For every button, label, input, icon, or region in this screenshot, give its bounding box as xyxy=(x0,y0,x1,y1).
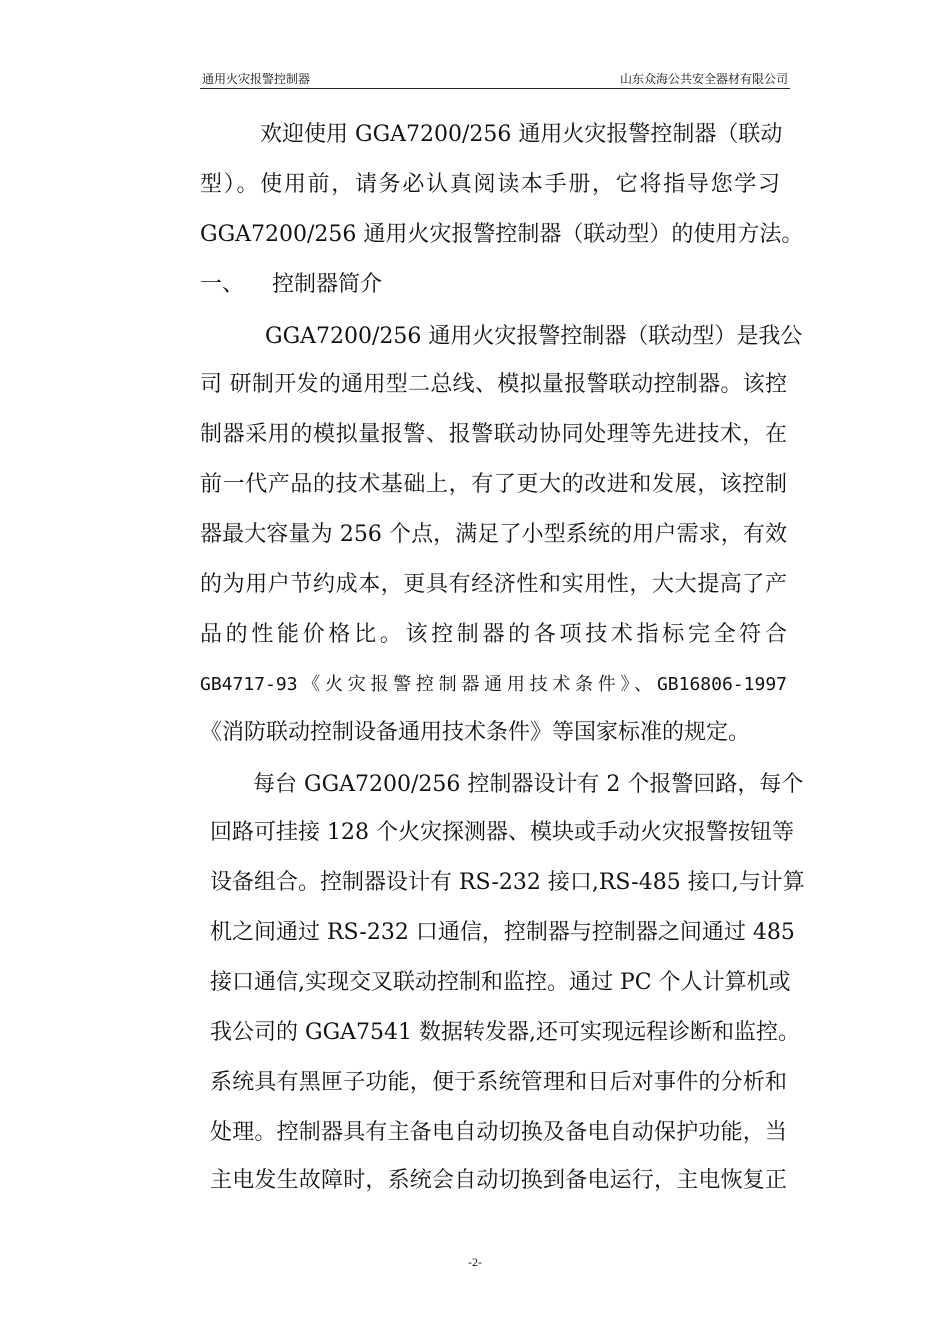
features-line: 机之间通过 RS-232 口通信，控制器与控制器之间通过 485 xyxy=(210,920,795,945)
intro-line: 品的性能价格比。该控制器的各项技术指标完全符合 xyxy=(200,622,787,647)
intro-line: GGA7200/256 通用火灾报警控制器（联动型）是我公 xyxy=(265,324,803,349)
welcome-line: 型）。使用前，请务必认真阅读本手册，它将指导您学习 xyxy=(200,172,780,197)
features-line: 系统具有黑匣子功能，便于系统管理和日后对事件的分析和 xyxy=(210,1070,787,1095)
intro-line: 器最大容量为 256 个点，满足了小型系统的用户需求，有效 xyxy=(200,522,787,547)
welcome-line: GGA7200/256 通用火灾报警控制器（联动型）的使用方法。 xyxy=(200,222,804,247)
header-company-name: 山东众海公共安全器材有限公司 xyxy=(619,72,788,86)
section-heading: 一、 控制器简介 xyxy=(200,272,382,297)
intro-line: 前一代产品的技术基础上，有了更大的改进和发展，该控制 xyxy=(200,472,787,497)
features-line: 我公司的 GGA7541 数据转发器,还可实现远程诊断和监控。 xyxy=(210,1020,801,1045)
running-header xyxy=(200,70,790,89)
intro-line: 司 研制开发的通用型二总线、模拟量报警联动控制器。该控 xyxy=(200,372,787,397)
intro-line: GB4717-93《火灾报警控制器通用技术条件》、GB16806-1997 xyxy=(200,674,787,695)
features-line: 每台 GGA7200/256 控制器设计有 2 个报警回路，每个 xyxy=(253,772,804,797)
intro-line: 的为用户节约成本，更具有经济性和实用性，大大提高了产 xyxy=(200,572,787,597)
welcome-line: 欢迎使用 GGA7200/256 通用火灾报警控制器（联动 xyxy=(260,122,783,147)
features-line: 处理。控制器具有主备电自动切换及备电自动保护功能，当 xyxy=(210,1120,787,1145)
header-manual-title: 通用火灾报警控制器 xyxy=(202,72,311,86)
intro-line: 制器采用的模拟量报警、报警联动协同处理等先进技术，在 xyxy=(200,422,787,447)
features-line: 回路可挂接 128 个火灾探测器、模块或手动火灾报警按钮等 xyxy=(210,820,794,845)
features-line: 主电发生故障时，系统会自动切换到备电运行，主电恢复正 xyxy=(210,1168,787,1193)
features-line: 接口通信,实现交叉联动控制和监控。通过 PC 个人计算机或 xyxy=(210,970,791,995)
page-number: -2- xyxy=(468,1255,482,1269)
features-line: 设备组合。控制器设计有 RS-232 接口,RS-485 接口,与计算 xyxy=(210,870,805,895)
intro-line: 《消防联动控制设备通用技术条件》等国家标准的规定。 xyxy=(200,720,751,745)
